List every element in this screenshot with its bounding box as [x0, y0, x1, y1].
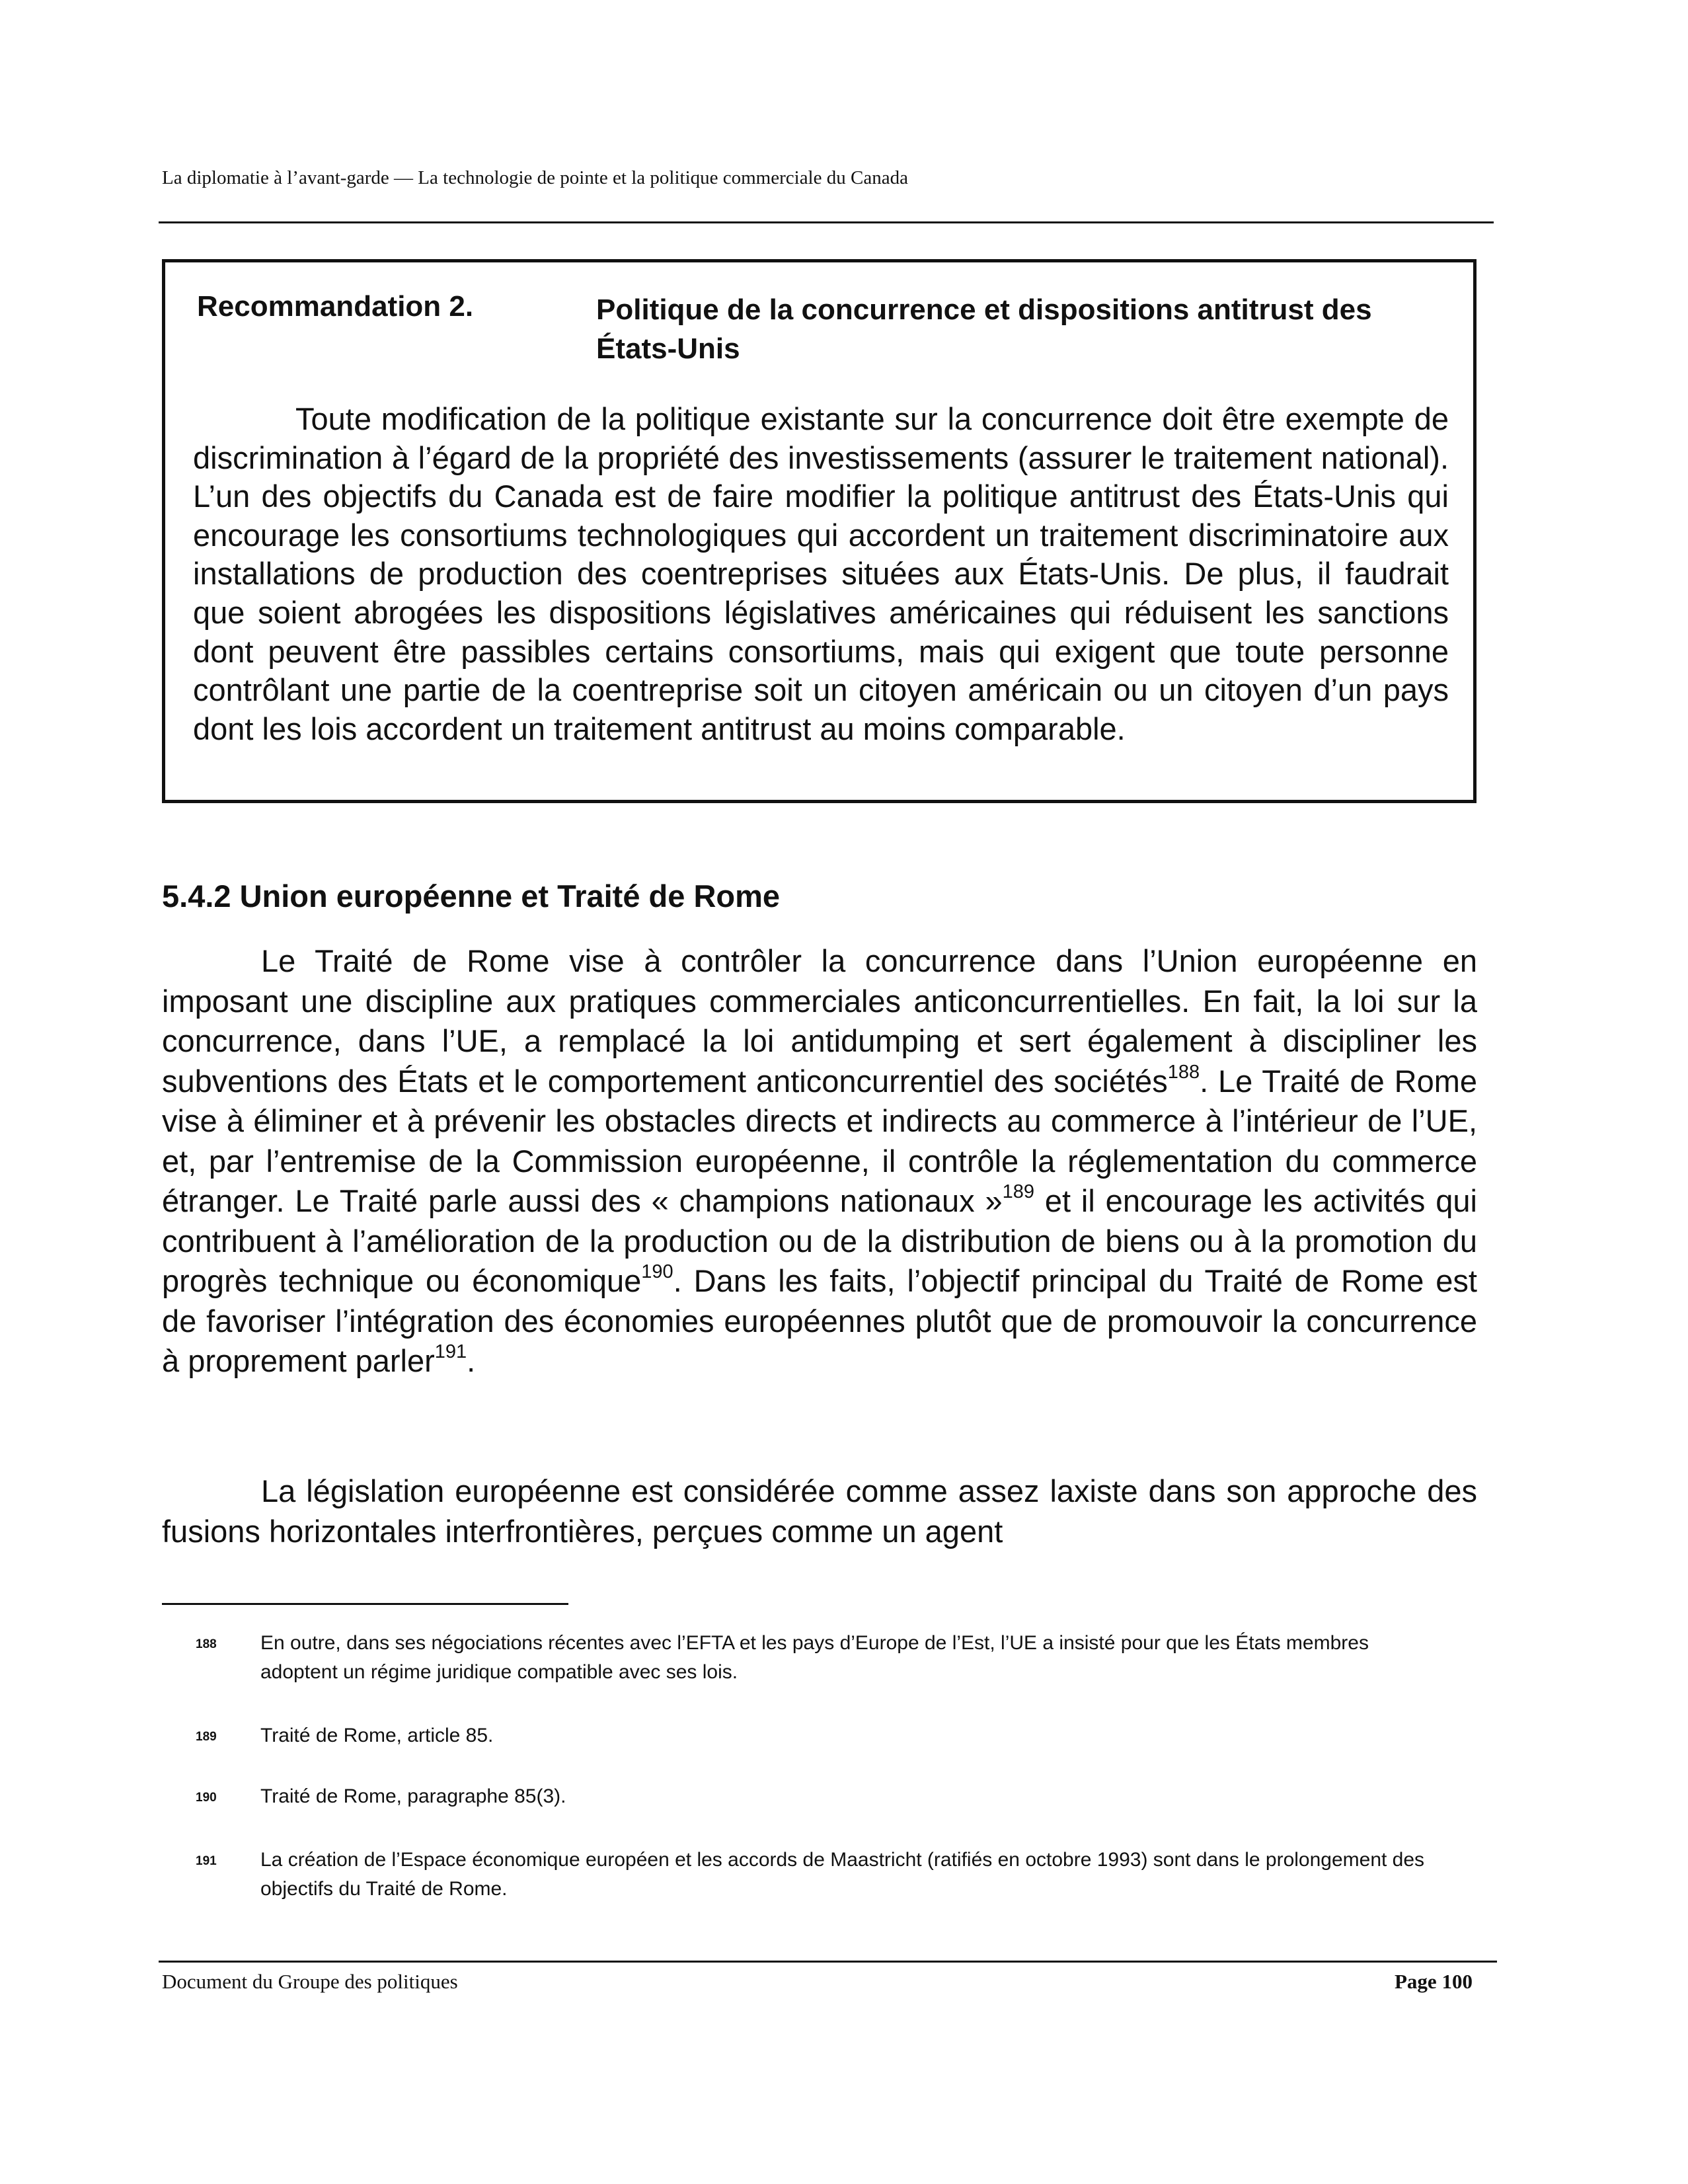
running-header: La diplomatie à l’avant-garde — La technologie de pointe et la politique commerciale du Canada [162, 167, 908, 188]
page-number: Page 100 [1395, 1970, 1473, 1993]
body-paragraph-2: La législation européenne est considérée comme assez laxiste dans son approche des fusions horizontales interfrontières, perçues comme un agent [162, 1473, 1477, 1549]
recommendation-title: Politique de la concurrence et dispositions antitrust des États-Unis [596, 293, 1372, 365]
body-paragraph-1 [162, 941, 1477, 1382]
footer-rule [159, 1961, 1497, 1963]
footnote-text: Traité de Rome, paragraphe 85(3). [260, 1785, 566, 1807]
footnote-text: En outre, dans ses négociations récentes avec l’EFTA et les pays d’Europe de l’Est, l’UE a insisté pour que les États membres adoptent un régime juridique compatible avec ses lois. [260, 1632, 1369, 1683]
footnote-number: 190 [196, 1791, 217, 1805]
footnote-ref-189: 189 [1002, 1181, 1034, 1203]
paragraph-text: . Dans les faits, l’objectif principal du Traité de Rome est de favoriser l’intégration des économies européennes plutôt que de promouvoir la concurrence à proprement parler [162, 1263, 1477, 1378]
paragraph-text: et il encourage les activités qui contribuent à l’amélioration de la production ou de la distribution de biens ou à la promotion du progrès technique ou économique [162, 1183, 1477, 1298]
paragraph-text: . [467, 1343, 476, 1378]
recommendation-label: Recommandation 2. [197, 290, 474, 323]
recommendation-body: Toute modification de la politique existante sur la concurrence doit être exempte de discrimination à l’égard de la propriété des investissements (assurer le traitement national). L’un des objectifs du Canada est de faire modifier la politique antitrust des États-Unis qui encourage les consortiums technologiques qui accordent un traitement discriminatoire aux installations de production des coentreprises situées aux États-Unis. De plus, il faudrait que soient abrogées les dispositions législatives américaines qui réduisent les sanctions dont peuvent être passibles certains consortiums, mais qui exigent que toute personne contrôlant une partie de la coentreprise soit un citoyen américain ou un citoyen d’un pays dont les lois accordent un traitement antitrust au moins comparable. [193, 401, 1449, 746]
footnote-number: 191 [196, 1854, 217, 1868]
paragraph-text: . Le Traité de Rome vise à éliminer et à prévenir les obstacles directs et indirects au commerce à l’intérieur de l’UE, et, par l’entremise de la Commission européenne, il contrôle la réglementation du commerce étranger. Le Traité parle aussi des « champions nationaux » [162, 1063, 1477, 1218]
footnote-number: 189 [196, 1730, 217, 1744]
footnote-separator [162, 1603, 568, 1605]
paragraph-text: Le Traité de Rome vise à contrôler la concurrence dans l’Union européenne en imposant une discipline aux pratiques commerciales anticoncurrentielles. En fait, la loi sur la concurrence, dans l’UE, a remplacé la loi antidumping et sert également à discipliner les subventions des États et le comportement anticoncurrentiel des sociétés [162, 943, 1477, 1099]
footnote-ref-191: 191 [434, 1341, 467, 1363]
footnote-text: La création de l’Espace économique européen et les accords de Maastricht (ratifiés en octobre 1993) sont dans le prolongement des objectifs du Traité de Rome. [260, 1849, 1425, 1900]
header-rule [159, 221, 1494, 223]
footnote-ref-190: 190 [641, 1261, 673, 1283]
section-heading: 5.4.2 Union européenne et Traité de Rome [162, 878, 781, 914]
footnote-ref-188: 188 [1167, 1061, 1200, 1083]
footer-document-title: Document du Groupe des politiques [162, 1970, 458, 1993]
footnote-number: 188 [196, 1637, 217, 1651]
footnote-text: Traité de Rome, article 85. [260, 1725, 494, 1746]
recommendation-box [162, 259, 1477, 803]
